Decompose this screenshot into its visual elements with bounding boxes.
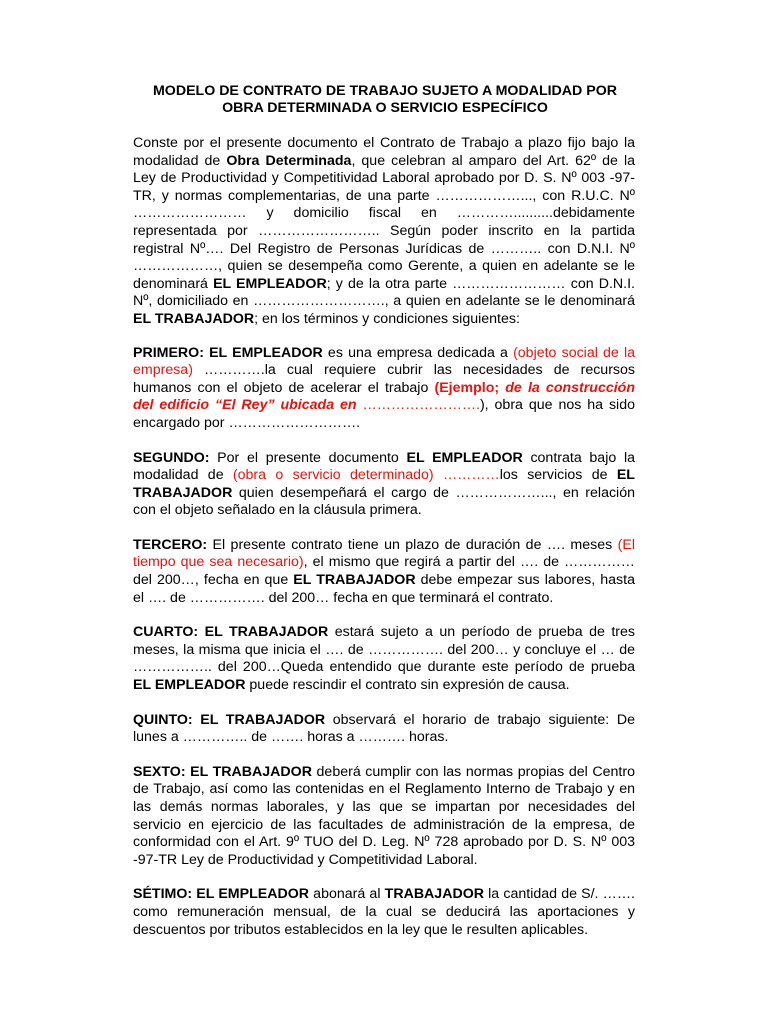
intro-text-1: Conste por el presente documento el Contrato de Trabajo a plazo fijo bajo la modalidad de <box>133 135 635 169</box>
primero-example-text: de la construcción del edificio “El Rey” ubicada en <box>133 379 636 414</box>
cuarto-text-2: puede rescindir el contrato sin expresión de causa. <box>245 677 570 694</box>
primero-placeholder-objeto: (objeto social de la empresa) <box>133 344 636 379</box>
segundo-text-2: contrata bajo la modalidad de <box>133 449 635 484</box>
tercero-text-1: El presente contrato tiene un plazo de duración de …. meses <box>207 536 618 553</box>
tercero-text-2: , el mismo que regirá a partir del …. de …………… del 200…, fecha en que <box>133 554 635 589</box>
cuarto-heading: CUARTO: EL TRABAJADOR <box>133 624 329 641</box>
segundo-text-4: quien desempeñará el cargo de ………………..., en relación con el objeto señalado en la cláusula primera. <box>133 484 635 519</box>
quinto-heading: QUINTO: EL TRABAJADOR <box>133 711 326 728</box>
primero-text-3: ), obra que nos ha sido encargado por ………………………. <box>133 397 635 431</box>
clause-sexto <box>133 764 635 870</box>
intro-empleador-bold: EL EMPLEADOR <box>213 275 327 292</box>
sexto-text-1: deberá cumplir con las normas propias del Centro de Trabajo, así como las contenidas en el Reglamento Interno de Trabajo y en las demás normas laborales, y las que se impartan por necesidades del servicio en ejercicio de las facultades de administración de la empresa, de conformidad con el Art. 9º TUO del D. Leg. Nº 728 aprobado por D. S. Nº 003 -97-TR Ley de Productividad y Competitividad Laboral. <box>133 763 635 868</box>
primero-heading: PRIMERO: EL EMPLEADOR <box>133 344 323 361</box>
segundo-empleador-bold: EL EMPLEADOR <box>406 449 523 466</box>
primero-text-2: ………….la cual requiere cubrir las necesidades de recursos humanos con el objeto de acelerar el trabajo <box>133 362 635 396</box>
segundo-text-1: Por el presente documento <box>209 449 407 466</box>
clause-tercero <box>133 537 635 607</box>
document-body <box>133 135 635 956</box>
title-line-2: OBRA DETERMINADA O SERVICIO ESPECÍFICO <box>222 100 548 116</box>
tercero-heading: TERCERO: <box>133 536 208 553</box>
primero-example-blank: ……………………. <box>356 397 480 414</box>
segundo-heading: SEGUNDO: <box>133 449 210 466</box>
clause-segundo <box>133 450 635 520</box>
sexto-heading: SEXTO: EL TRABAJADOR <box>133 763 312 780</box>
segundo-placeholder-modalidad: (obra o servicio determinado) ………… <box>232 467 500 484</box>
setimo-text-1: abonará al <box>309 886 385 903</box>
segundo-trabajador-bold: EL TRABAJADOR <box>133 467 635 501</box>
quinto-text-1: observará el horario de trabajo siguiente: De lunes a ………….. de ……. horas a ………. horas. <box>133 711 635 746</box>
document-title <box>130 83 640 117</box>
primero-example-label: (Ejemplo; <box>434 379 506 396</box>
setimo-text-2: la cantidad de S/. ……. como remuneración mensual, de la cual se deducirá las aportaciones y descuentos por tributos establecidos en la ley que le resulten aplicables. <box>133 886 635 938</box>
cuarto-empleador-bold: EL EMPLEADOR <box>133 677 246 694</box>
cuarto-text-1: estará sujeto a un período de prueba de tres meses, la misma que inicia el …. de ……………. del 200… y concluye el … de …………….. del 200…Queda entendido que durante este período de prueba <box>133 624 635 676</box>
tercero-text-3: debe empezar sus labores, hasta el …. de ……………. del 200… fecha en que terminará el contrato. <box>133 572 635 606</box>
clause-cuarto <box>133 624 635 694</box>
tercero-placeholder-tiempo: (El tiempo que sea necesario) <box>133 536 635 571</box>
intro-text-3: ; y de la otra parte …………………… con D.N.I. Nº, domiciliado en ………………………., a quien en adelante se le denominará <box>133 275 636 310</box>
setimo-heading: SÉTIMO: EL EMPLEADOR <box>133 886 309 903</box>
tercero-trabajador-bold: EL TRABAJADOR <box>293 572 416 589</box>
intro-trabajador-bold: EL TRABAJADOR <box>133 310 255 327</box>
title-line-1: MODELO DE CONTRATO DE TRABAJO SUJETO A MODALIDAD POR <box>152 83 617 99</box>
intro-text-2: , que celebran al amparo del Art. 62º de la Ley de Productividad y Competitividad Laboral aprobado por D. S. Nº 003 -97-TR, y normas complementarias, de una parte ………………..., con R.U.C. Nº …………………… y domicilio fiscal en …………..........debidamente representada por …………………….. Según poder inscrito en la partida registral Nº…. Del Registro de Personas Jurídicas de ……….. con D.N.I. Nº ………………, quien se desempeña como Gerente, a quien en adelante se le denominará <box>133 152 635 292</box>
setimo-trabajador-bold: TRABAJADOR <box>384 886 484 903</box>
clause-primero <box>133 345 635 433</box>
clause-setimo <box>133 886 635 939</box>
clause-quinto <box>133 712 635 747</box>
segundo-text-3: los servicios de <box>499 467 617 484</box>
primero-text-1: es una empresa dedicada a <box>322 344 514 361</box>
intro-modality-bold: Obra Determinada <box>226 152 352 169</box>
intro-paragraph <box>133 135 635 329</box>
intro-text-4: ; en los términos y condiciones siguientes: <box>254 310 520 327</box>
